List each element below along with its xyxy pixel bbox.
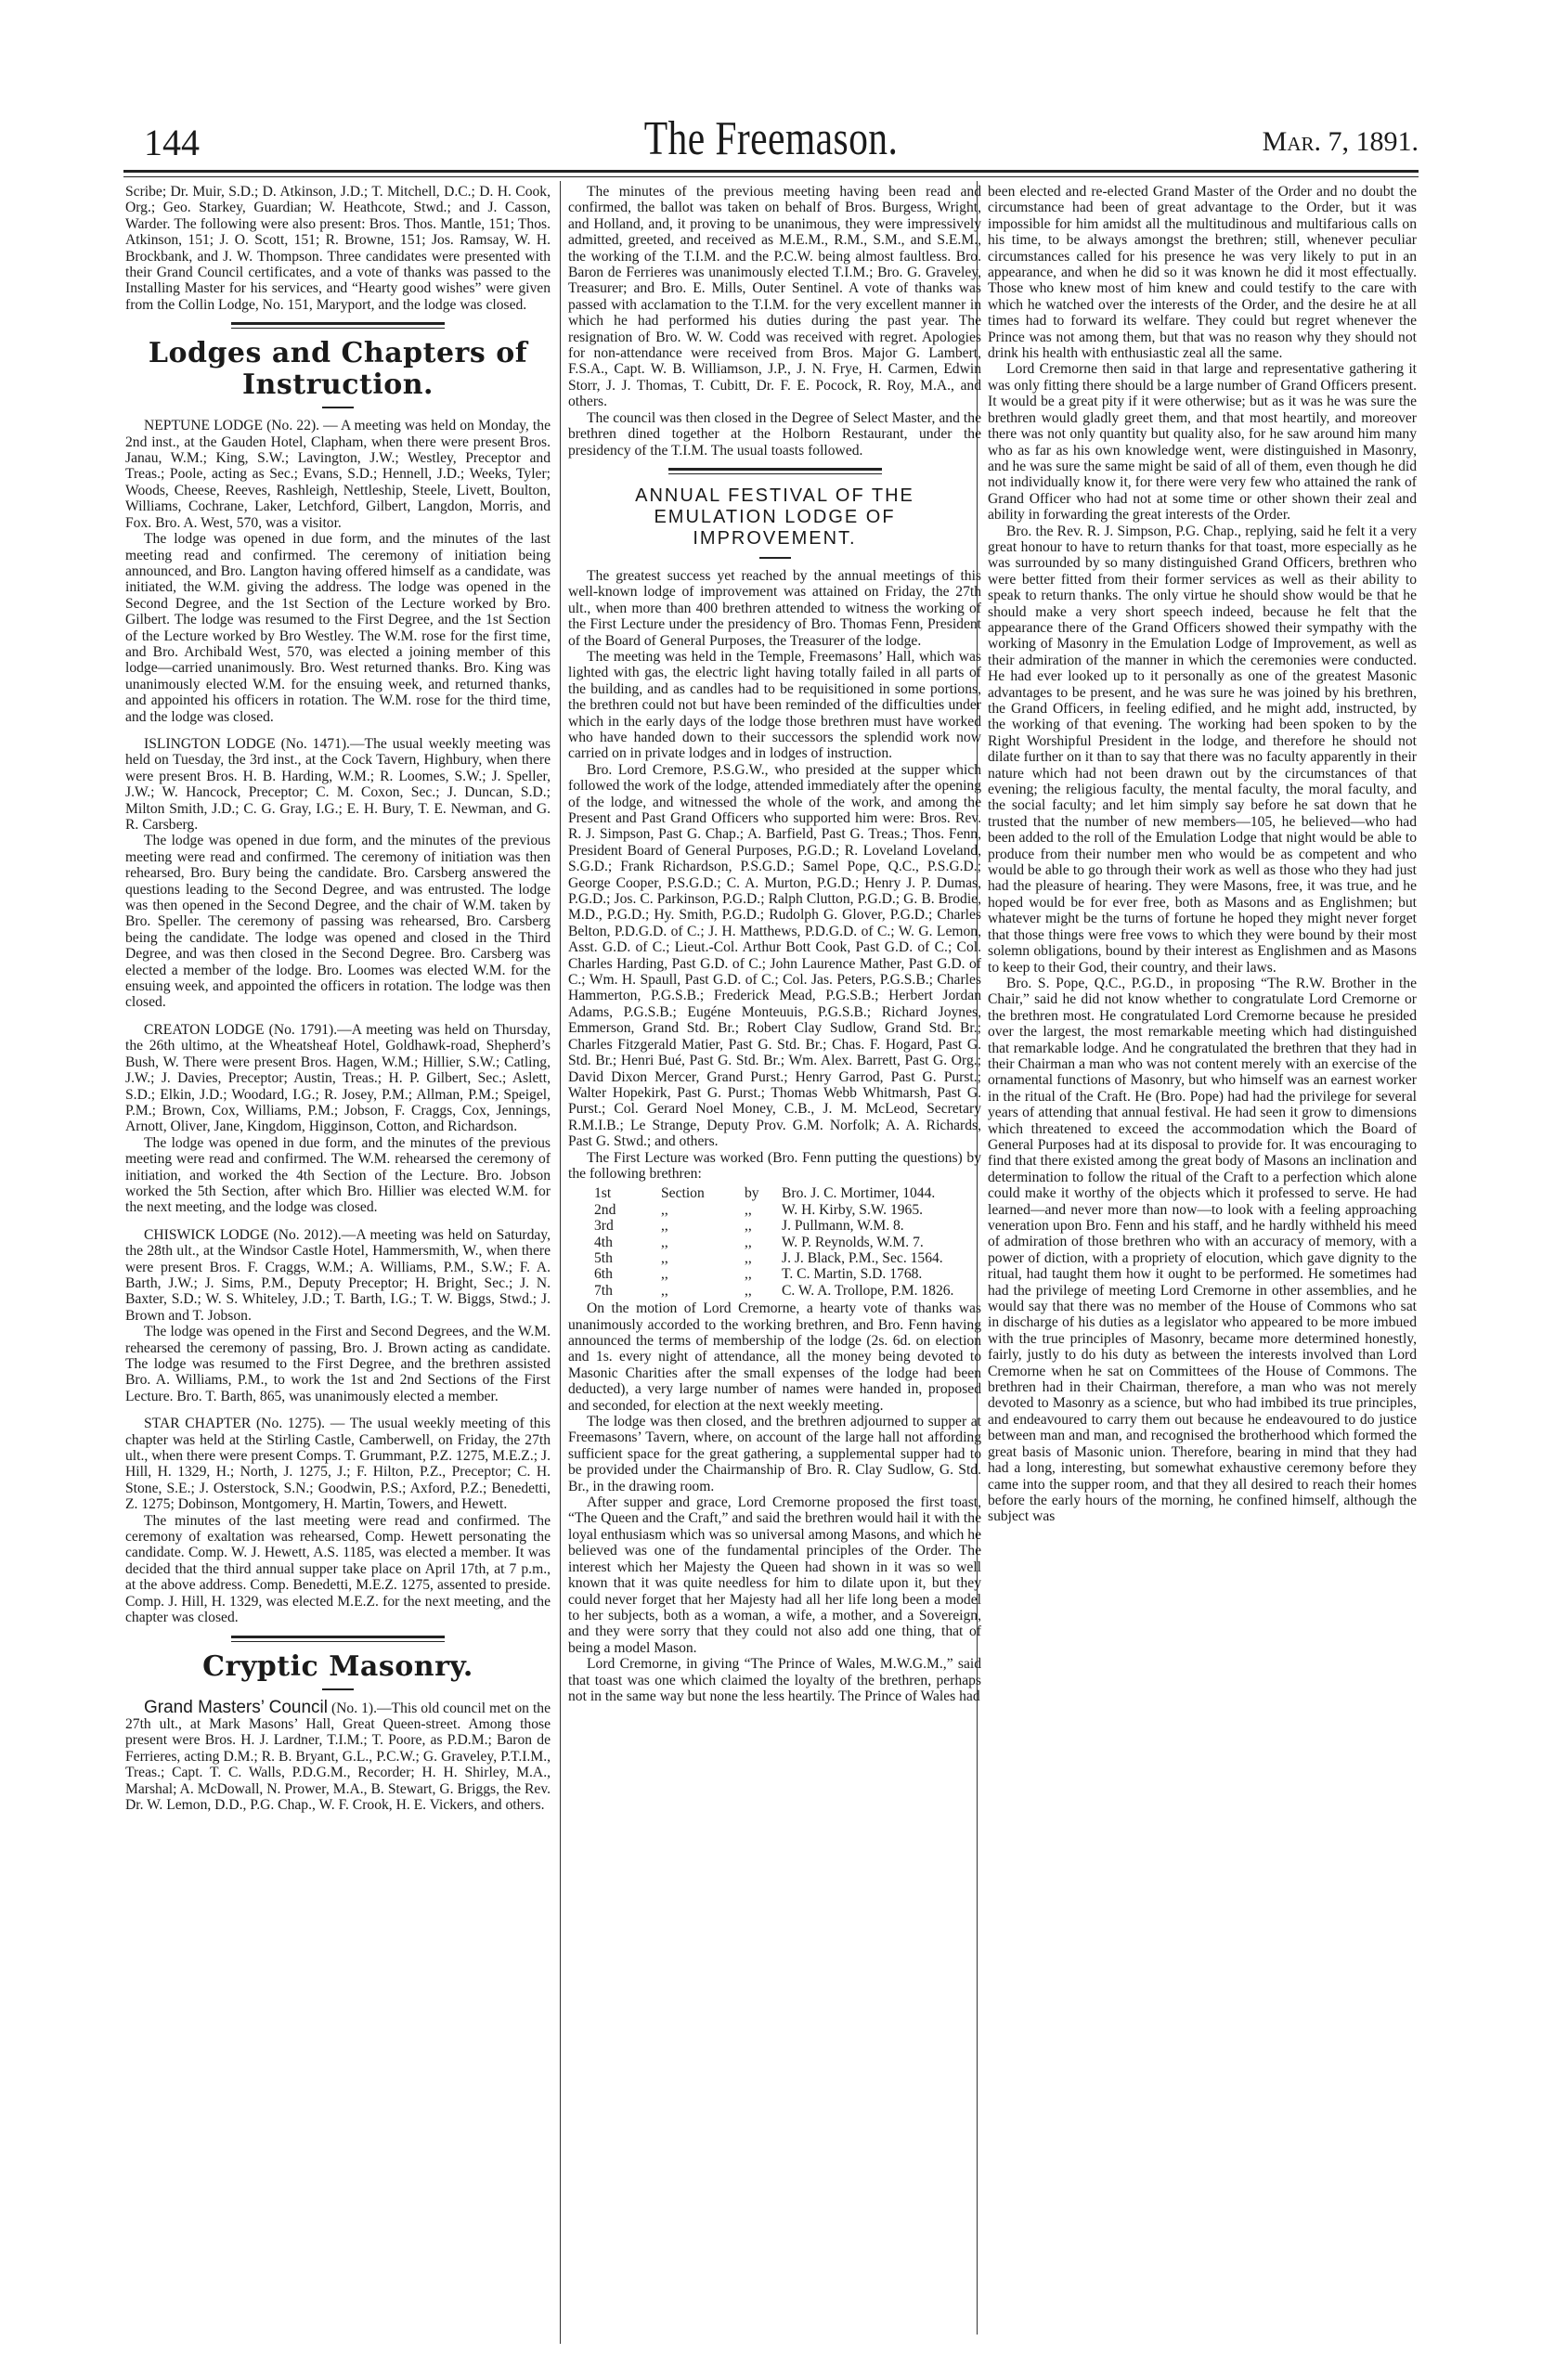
lecture-sections-table: [594, 1185, 953, 1299]
article-paragraph: After supper and grace, Lord Cremorne proposed the first toast, “The Queen and the Craft,” and said the brethren would hail it with the loyal enthusiasm which was so universal among Masons, and which he believed was one of the fundamental principles of the Order. The interest which her Majesty the Queen had shown in it was so well known that it was quite needless for him to dilate upon it, but they could never forget that her Majesty had all her life long been a model to her subjects, both as a woman, a wife, a mother, and a Sovereign, and they were sorry that they could not also add one thing, that of being a model Mason.: [568, 1494, 981, 1656]
table-row: 4th ,, ,, W. P. Reynolds, W.M. 7.: [594, 1234, 924, 1250]
column-right: [988, 184, 1417, 1525]
article-paragraph: The lodge was then closed, and the brethren adjourned to supper at Freemasons’ Tavern, where, on account of the large hall not affording sufficient space for the great gathering, a supplemental supper had to be provided under the Chairmanship of Bro. R. Clay Sudlow, G. Std. Br., in the drawing room.: [568, 1414, 981, 1494]
section-divider: [231, 322, 445, 329]
islington-lodge-report: ISLINGTON LODGE (No. 1471).—The usual weekly meeting was held on Tuesday, the 3rd inst., at the Cock Tavern, Highbury, when there were present Bros. H. B. Harding, W.M.; R. Loomes, S.W.; J. Speller, J.W.; W. Hancock, Preceptor; C. M. Coxon, Sec.; J. Duncan, S.D.; Milton Smith, J.D.; C. G. Gray, I.G.; E. H. Bury, T. E. Newman, and G. R. Carsberg.: [125, 735, 551, 833]
table-row: 3rd ,, ,, J. Pullmann, W.M. 8.: [594, 1218, 904, 1235]
masthead-rule-thin: [123, 176, 1419, 177]
article-paragraph: The minutes of the previous meeting having been read and confirmed, the ballot was taken on behalf of Bros. Burgess, Wright, and Holland, and, it proving to be unanimous, they were impressively admitted, greeted, and received as M.E.M., R.M., S.M., and S.E.M., the working of the T.I.M. and the P.C.W. being almost faultless. Bro. Baron de Ferrieres was unanimously elected T.I.M.; Bro. G. Graveley, Treasurer; and Bro. E. Mills, Outer Sentinel. A vote of thanks was passed with acclamation to the T.I.M. for the very excellent manner in which he had performed his duties during the past year. The resignation of Bro. W. W. Codd was received with regret. Apologies for non-attendance were received from Bros. Major G. Lambert, F.S.A., Capt. W. B. Williamson, J.P., J. N. Frye, H. Carmen, Edwin Storr, J. J. Thomas, T. Cubitt, Dr. F. E. Pocock, R. Roy, M.A., and others.: [568, 184, 981, 410]
article-paragraph: Scribe; Dr. Muir, S.D.; D. Atkinson, J.D.; T. Mitchell, D.C.; D. H. Cook, Org.; Geo. Starkey, Guardian; W. Heathcote, Stwd.; and J. Casson, Warder. The following were also present: Bros. Thos. Mantle, 151; Thos. Atkinson, 151; J. O. Scott, 151; R. Browne, 151; Jos. Ramsay, W. H. Brockbank, and J. W. Thompson. Three candidates were presented with their Grand Council certificates, and a vote of thanks was passed to the Installing Master for his services, and “Hearty good wishes” were given from the Collin Lodge, No. 151, Maryport, and the lodge was closed.: [125, 184, 551, 313]
table-row: 1st Section by Bro. J. C. Mortimer, 1044.: [594, 1185, 936, 1202]
masthead-rule-thick: [123, 170, 1419, 173]
creaton-lodge-report: CREATON LODGE (No. 1791).—A meeting was held on Thursday, the 26th ultimo, at the Wheatsheaf Hotel, Goldhawk-road, Shepherd’s Bush, W. There were present Bros. Hagen, W.M.; Hillier, S.W.; Catling, J.W.; J. Davies, Preceptor; Austin, Treas.; H. P. Gilbert, Sec.; Aslett, S.D.; Elkin, J.D.; Woodard, I.G.; R. Josey, P.M.; Allman, P.M.; Speigel, P.M.; Brown, Cox, Williams, P.M.; Jobson, F. Craggs, Cox, Jennings, Arnott, Oliver, Jane, Kingdom, Higginson, Cotton, and Richardson.: [125, 1021, 551, 1135]
table-row: 2nd ,, ,, W. H. Kirby, S.W. 1965.: [594, 1201, 924, 1218]
article-paragraph: The council was then closed in the Degree of Select Master, and the brethren dined together at the Holborn Restaurant, under the presidency of the T.I.M. The usual toasts followed.: [568, 409, 981, 459]
section-heading-emulation-festival: ANNUAL FESTIVAL OF THE EMULATION LODGE OF IMPROVEMENT.: [635, 485, 914, 549]
article-paragraph: The lodge was opened in due form, and the minutes of the previous meeting were read and confirmed. The ceremony of initiation was then rehearsed, Bro. Bury being the candidate. Bro. Carsberg answered the questions leading to the Second Degree, and was entrusted. The lodge was then opened in the Second Degree, and the chair of W.M. taken by Bro. Speller. The ceremony of passing was rehearsed, Bro. Carsberg being the candidate. The lodge was opened and closed in the Third Degree, and was then closed in the Second Degree. Bro. Carsberg was elected a member of the lodge. Bro. Loomes was elected W.M. for the ensuing week, and appointed the officers in rotation. The lodge was then closed.: [125, 833, 551, 1011]
table-row: 5th ,, ,, J. J. Black, P.M., Sec. 1564.: [594, 1249, 943, 1266]
star-chapter-report: STAR CHAPTER (No. 1275). — The usual weekly meeting of this chapter was held at the Stirling Castle, Camberwell, on Friday, the 27th ult., when there were present Comps. T. Grummant, P.Z. 1275, M.E.Z.; J. Hill, H. 1329, H.; North, J. 1275, J.; F. Hilton, P.Z., Preceptor; C. H. Stone, S.E.; J. Osterstock, S.N.; Goodwin, P.S.; Axford, P.Z.; Benedetti, Z. 1275; Dobinson, Montgomery, H. Martin, Towers, and Hewett.: [125, 1416, 551, 1513]
council-title: Grand Masters’ Council: [144, 1697, 328, 1717]
article-paragraph: Lord Cremorne then said in that large and representative gathering it was only fitting there should be a large number of Grand Officers present. It would be a great pity if it were otherwise; but as it was he was sure the brethren would gladly greet them, and that most heartily, and moreover there was not only quantity but quality also, for he saw around him many who as far as his own knowledge went, were distinguished in Masonry, and he was sure the same might be said of all of them, even though he did not individually know it, for there were very few who attained the rank of Grand Officer who had not at some time or other shown their zeal and ability in forwarding the great interests of the Order.: [988, 361, 1417, 524]
page-number: 144: [144, 122, 200, 163]
heading-dash: [322, 1688, 354, 1690]
article-paragraph: Bro. Lord Cremore, P.S.G.W., who presided at the supper which followed the work of the lodge, attended immediately after the opening of the lodge, and witnessed the whole of the work, and among the Present and Past Grand Officers who supported him were: Bros. Rev. R. J. Simpson, Past G. Chap.; A. Barfield, Past G. Treas.; Thos. Fenn, President Board of General Purposes, P.G.D.; R. Loveland Loveland, S.G.D.; Frank Richardson, P.S.G.D.; Samel Pope, Q.C., P.S.G.D.; George Cooper, P.S.G.D.; C. A. Murton, P.G.D.; Henry J. P. Dumas, P.G.D.; Jos. C. Parkinson, P.G.D.; Ralph Clutton, P.G.D.; G. B. Brodie, M.D., P.G.D.; Hy. Smith, P.G.D.; Rudolph G. Glover, P.G.D.; Charles Belton, P.D.G.D. of C.; J. H. Matthews, P.D.G.D. of C.; W. G. Lemon, Asst. G.D. of C.; Lieut.-Col. Arthur Bott Cook, Past G.D. of C.; Col. Charles Harding, Past G.D. of C.; John Laurence Mather, Past G.D. of C.; Wm. H. Spaull, Past G.D. of C.; Col. Jas. Peters, P.G.S.B.; Charles Hammerton, P.G.S.B.; Frederick Mead, P.G.S.B.; Herbert Jordan Adams, P.G.S.B.; Eugéne Monteuuis, P.G.S.B.; Richard Joynes, Emmerson, Grand Std. Br.; Robert Clay Sudlow, Grand Std. Br.; Charles Fitzgerald Matier, Past G. Std. Br.; Chas. F. Hogard, Past G. Std. Br.; Henri Bué, Past G. Std. Br.; Wm. Alex. Barrett, Past G. Org.; David Dixon Mercer, Grand Purst.; Henry Garrod, Past G. Purst.; Walter Hopekirk, Past G. Purst.; Thomas Webb Whitmarsh, Past G. Purst.; Col. Gerard Noel Money, C.B., J. M. McLeod, Secretary R.M.I.B.; Le Strange, Deputy Prov. G.M. Norfolk; A. A. Richards, Past G. Stwd.; and others.: [568, 761, 981, 1150]
article-paragraph: Bro. S. Pope, Q.C., P.G.D., in proposing “The R.W. Brother in the Chair,” said he did not know whether to congratulate Lord Cremorne or the brethren most. He congratulated Lord Cremorne because he presided over the largest, the most remarkable meeting which had distinguished that remarkable lodge. And he congratulated the brethren that they had in their Chairman a man who was not content merely with an exercise of the ornamental functions of Masonry, but who himself was an earnest worker in the ritual of the Craft. He (Bro. Pope) had had the privilege for several years of attending that annual festival. He had seen it grow to dimensions which threatened to exceed the accommodation which the Board of General Purposes had at its disposal to provide for. It was encouraging to find that there existed among the great body of Masons an inclination and determination to follow the ritual of the Craft to a perfection which alone could make it worthy of the objects which it professed to serve. He had learned—and never more than now—to look with a feeling approaching veneration upon Bro. Fenn and his staff, and he hardly withheld his meed of admiration of those brethren who with an accuracy of memory, with a power of diction, with a propriety of elocution, which gave dignity to the ritual, had taught them how it ought to be performed. He sometimes had had the privilege of meeting Lord Cremorne in other assemblies, and he would say that there was no member of the House of Commons who sat in discharge of his duties as a legislator who appeared to be more imbued with the true principles of Masonry, became more determined honestly, fairly, justly to do his duty as between the interests involved than Lord Cremorne when he sat on Committees of the House of Commons. The brethren had in their Chairman, therefore, a man who was not merely devoted to Masonry as a science, but who had imbibed its true principles, and endeavoured to carry them out because he endeavoured to do justice between man and man, and recognised the brotherhood which formed the great basis of Masonic union. Therefore, bearing in mind that they had had a long, interesting, but somewhat exhaustive ceremony before they came into the supper room, and that they all desired to reach their homes before the early hours of the morning, he confined himself, although the subject was: [988, 975, 1417, 1525]
article-paragraph: The lodge was opened in due form, and the minutes of the last meeting read and confirmed. The ceremony of initiation being announced, and Bro. Langton having offered himself as a candidate, was initiated, the W.M. giving the address. The lodge was opened in the Second Degree, and the 1st Section of the Lecture worked by Bro. Gilbert. The lodge was resumed to the First Degree, and the 1st Section of the Lecture worked by Bro Westley. The W.M. rose for the first time, and Bro. Archibald West, 570, was elected a joining member of this lodge—carried unanimously. Bro. West returned thanks. Bro. King was unanimously elected W.M. for the ensuing week, and returned thanks, and appointed his officers in rotation. The W.M. rose for the third time, and the lodge was closed.: [125, 531, 551, 725]
section-divider: [668, 468, 882, 474]
table-row: 7th ,, ,, C. W. A. Trollope, P.M. 1826.: [594, 1282, 954, 1299]
grand-masters-council-report: Grand Masters’ Council (No. 1).—This old council met on the 27th ult., at Mark Masons’ Hall, Great Queen-street. Among those present were Bros. H. J. Lardner, T.I.M.; T. Poore, as P.D.M.; Baron de Ferrieres, acting D.M.; R. B. Bryant, G.L., P.C.W.; G. Graveley, P.T.I.M., Treas.; Capt. T. C. Walls, P.D.G.M., Recorder; H. H. Shirley, M.A., Marshal; A. McDowall, N. Prower, M.A., B. Stewart, G. Briggs, the Rev. Dr. W. Lemon, D.D., P.G. Chap., W. F. Crook, H. E. Vickers, and others.: [125, 1697, 551, 1813]
article-paragraph: The lodge was opened in the First and Second Degrees, and the W.M. rehearsed the ceremony of passing, Bro. J. Brown acting as candidate. The lodge was resumed to the First Degree, and the brethren assisted Bro. A. Williams, P.M., to work the 1st and 2nd Sections of the First Lecture. Bro. T. Barth, 865, was unanimously elected a member.: [125, 1324, 551, 1404]
masthead: [123, 111, 1419, 176]
chiswick-lodge-report: CHISWICK LODGE (No. 2012).—A meeting was held on Saturday, the 28th ult., at the Windsor Castle Hotel, Hammersmith, W., when there were present Bros. F. Craggs, W.M.; A. Williams, P.M., S.W.; F. A. Barth, J.W.; J. Sims, P.M., Deputy Preceptor; H. Bright, Sec.; J. N. Baxter, S.D.; W. S. Whiteley, J.D.; T. Barth, I.G.; T. W. Biggs, Stwd.; J. Brown and T. Jobson.: [125, 1226, 551, 1324]
article-paragraph: been elected and re-elected Grand Master of the Order and no doubt the circumstance had been of great advantage to the Order, but it was impossible for him amidst all the multitudinous and multifarious calls on his time, to be always amongst the brethren; still, whenever peculiar circumstances called for his presence he was very likely to put in an appearance, and when he did so it was known he did it most effectually. Those who knew most of him knew and could testify to the care with which he watched over the interests of the Order, and the desire he at all times had to forward its welfare. They could but regret whenever the Prince was not among them, but that was no reason why they should not drink his health with enthusiastic zeal all the same.: [988, 184, 1417, 362]
heading-dash: [759, 557, 791, 559]
section-heading-lodges-chapters: Lodges and Chapters of Instruction.: [148, 337, 528, 402]
article-paragraph: The First Lecture was worked (Bro. Fenn putting the questions) by the following brethren:: [568, 1149, 981, 1182]
article-paragraph: The greatest success yet reached by the annual meetings of this well-known lodge of improvement was attained on Friday, the 27th ult., when more than 400 brethren attended to witness the working of the First Lecture under the presidency of Bro. Thomas Fenn, President of the Board of General Purposes, the Treasurer of the lodge.: [568, 567, 981, 649]
column-left: [125, 184, 551, 1813]
issue-date: Mar. 7, 1891.: [1262, 126, 1419, 157]
newspaper-title: The Freemason.: [643, 112, 899, 165]
article-paragraph: The lodge was opened in due form, and the minutes of the previous meeting were read and confirmed. The W.M. rehearsed the ceremony of initiation, and worked the 4th Section of the Lecture. Bro. Jobson worked the 5th Section, after which Bro. Hillier was elected W.M. for the next meeting, and the lodge was closed.: [125, 1134, 551, 1216]
article-paragraph: On the motion of Lord Cremorne, a hearty vote of thanks was unanimously accorded to the working brethren, and Bro. Fenn having announced the terms of membership of the lodge (2s. 6d. on election and 1s. every night of attendance, all the money being devoted to Masonic Charities after the small expenses of the lodge had been deducted), a very large number of names were handed in, proposed and seconded, for election at the next weekly meeting.: [568, 1300, 981, 1414]
section-divider: [231, 1636, 445, 1642]
article-paragraph: The meeting was held in the Temple, Freemasons’ Hall, which was lighted with gas, the electric light having totally failed in all parts of the building, and as candles had to be requisitioned in some portions, the brethren could not but have been reminded of the difficulties under which in the early days of the lodge those brethren must have worked who have handed down to their successors the splendid work now carried on in private lodges and in lodges of instruction.: [568, 648, 981, 762]
article-paragraph: Lord Cremorne, in giving “The Prince of Wales, M.W.G.M.,” said that toast was one which claimed the loyalty of the brethren, perhaps not in the same way but none the less heartily. The Prince of Wales had: [568, 1656, 981, 1704]
section-heading-cryptic-masonry: Cryptic Masonry.: [202, 1649, 473, 1683]
column-middle: [568, 184, 981, 1704]
column-divider: [560, 181, 561, 2344]
neptune-lodge-report: NEPTUNE LODGE (No. 22). — A meeting was held on Monday, the 2nd inst., at the Gauden Hotel, Clapham, when there were present Bros. Janau, W.M.; King, S.W.; Lavington, J.W.; Westley, Preceptor and Treas.; Poole, acting as Sec.; Evans, S.D.; Hennell, J.D.; Weeks, Tyler; Woods, Cheese, Reeves, Rashleigh, Nettleship, Steele, Livett, Boulton, Williams, Cochrane, Laker, Letchford, Gilbert, Langdon, Morris, and Fox. Bro. A. West, 570, was a visitor.: [125, 418, 551, 531]
heading-dash: [322, 407, 354, 408]
table-row: 6th ,, ,, T. C. Martin, S.D. 1768.: [594, 1266, 923, 1283]
article-paragraph: The minutes of the last meeting were read and confirmed. The ceremony of exaltation was rehearsed, Comp. Hewett personating the candidate. Comp. W. J. Hewett, A.S. 1185, was elected a member. It was decided that the third annual supper take place on April 17th, at 7 p.m., at the above address. Comp. Benedetti, M.E.Z. 1275, assented to preside. Comp. J. Hill, H. 1329, was elected M.E.Z. for the next meeting, and the chapter was closed.: [125, 1512, 551, 1626]
article-paragraph: Bro. the Rev. R. J. Simpson, P.G. Chap., replying, said he felt it a very great honour to have to return thanks for that toast, more especially as he was surrounded by so many distinguished Grand Officers, brethren who were better fitted from their former services as well as their ability to speak to return thanks. The only virtue he should show would be that he should make a very short speech indeed, because he felt that the appearance there of the Grand Officers showed their sympathy with the working of Masonry in the Emulation Lodge of Improvement, as well as their admiration of the manner in which the ceremonies were conducted. He had ever looked up to it personally as one of the greatest Masonic advantages to be present, and he was sure he was joined by his brethren, the Grand Officers, in feeling edified, and he might add, instructed, by the working of that evening. The working had been spoken to by the Right Worshipful President in the lodge, and therefore he should not dilate further on it than to say that there was no faculty apparently in their nature which had not been drawn out by the circumstances of that evening; the religious faculty, the mental faculty, the moral faculty, and the social faculty; and let him simply say before he sat down that he trusted that the number of new members—105, he believed—who had been added to the roll of the Emulation Lodge that night would be able to produce from their number men who would be as competent and who would be able to go through their work as well as those who they had just had the pleasure of hearing. They were Masons, free, it was true, and he hoped would be for ever free, both as Masons and as Englishmen; but whatever might be the turns of fortune he hoped they might never forget that those things were free vows to which they were bound by their most solemn obligations, bound by their interest as Englishmen and as Masons to keep to their God, their country, and their laws.: [988, 523, 1417, 976]
